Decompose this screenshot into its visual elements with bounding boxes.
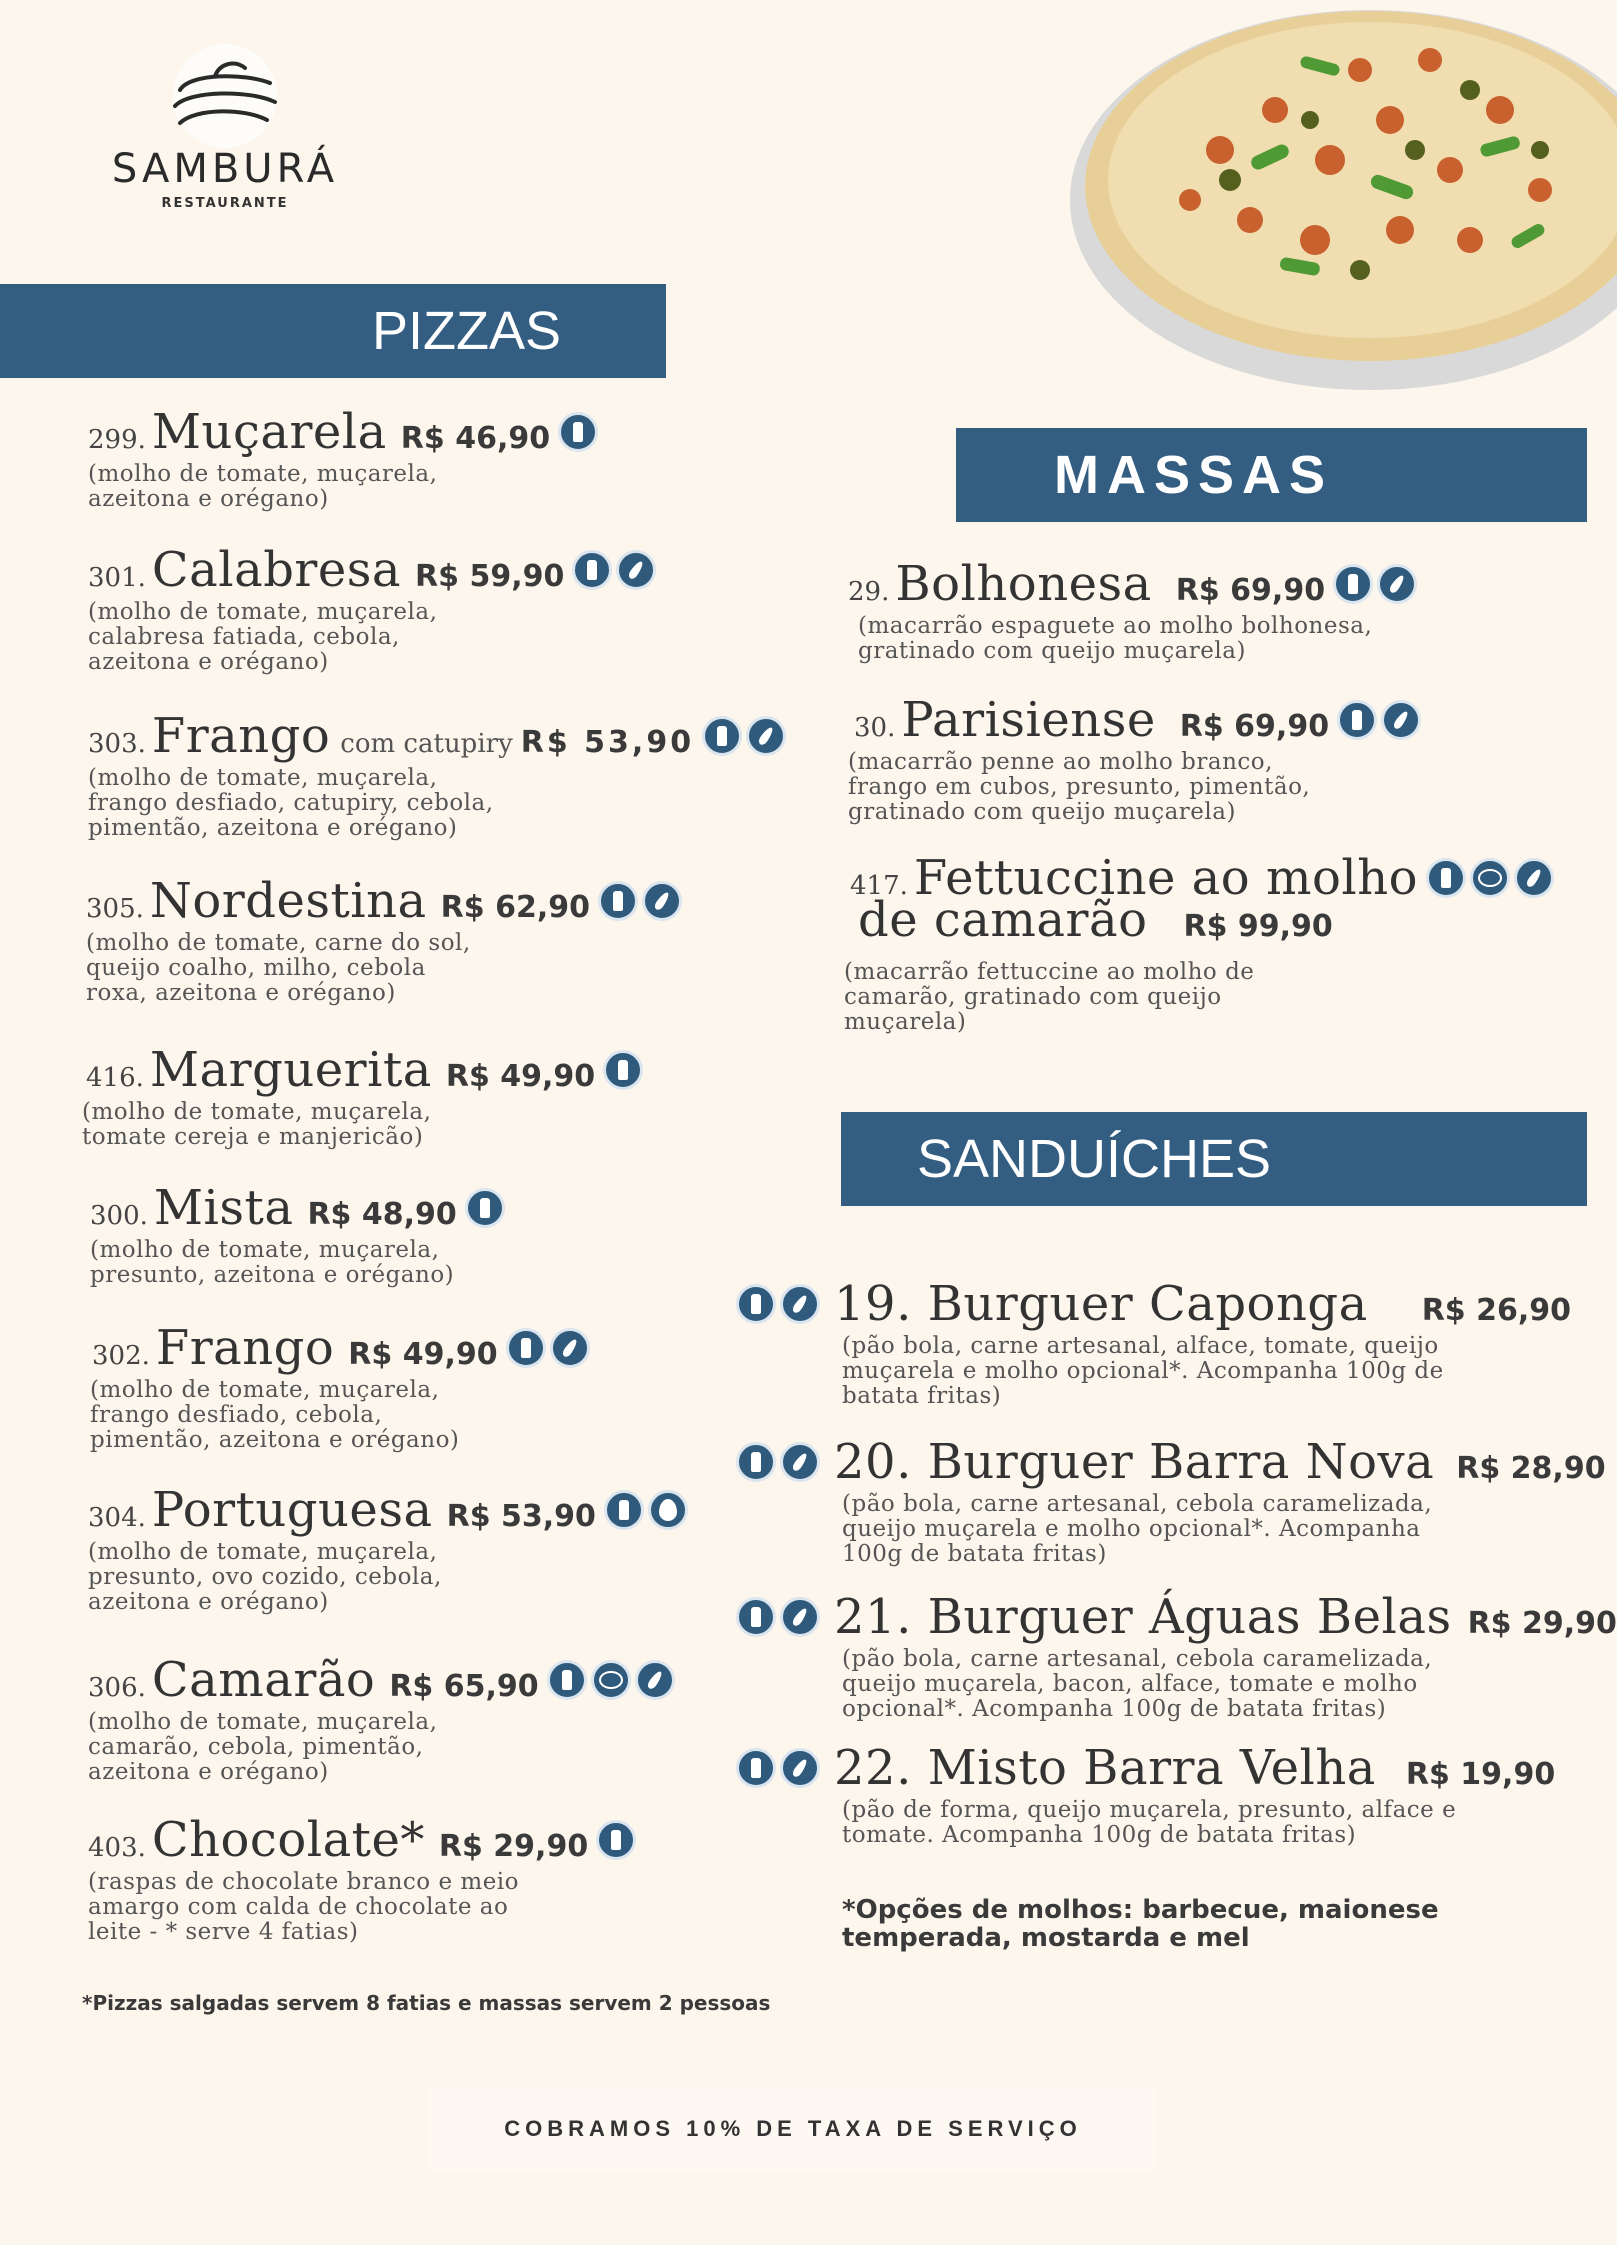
- item-number: 304.: [88, 1503, 146, 1533]
- shrimp-icon: [591, 1660, 631, 1700]
- pepper-icon: [780, 1284, 820, 1324]
- milk-icon: [604, 1490, 644, 1530]
- item-description: (molho de tomate, muçarela, azeitona e orégano): [88, 461, 438, 512]
- logo-mark-icon: [95, 28, 355, 148]
- milk-icon: [558, 412, 598, 452]
- milk-icon: [1337, 700, 1377, 740]
- milk-icon: [598, 881, 638, 921]
- item-name: Frango: [151, 708, 331, 764]
- item-description: (molho de tomate, carne do sol, queijo coalho, milho, cebola roxa, azeitona e orégano): [86, 930, 471, 1006]
- item-description: (molho de tomate, muçarela, frango desfiado, catupiry, cebola, pimentão, azeitona e orégano): [88, 765, 494, 841]
- item-price: R$ 26,90: [1421, 1293, 1572, 1328]
- item-description: (macarrão espaguete ao molho bolhonesa, gratinado com queijo muçarela): [858, 613, 1373, 664]
- egg-icon: [648, 1490, 688, 1530]
- item-description: (raspas de chocolate branco e meio amargo com calda de chocolate ao leite - * serve 4 fatias): [88, 1869, 520, 1945]
- item-description: (pão bola, carne artesanal, alface, tomate, queijo muçarela e molho opcional*. Acompanha 100g de batata fritas): [842, 1333, 1444, 1409]
- milk-icon: [572, 550, 612, 590]
- item-price: R$ 46,90: [400, 421, 551, 456]
- item-name: 21. Burguer Águas Belas: [834, 1589, 1452, 1645]
- pepper-icon: [780, 1748, 820, 1788]
- pepper-icon: [780, 1597, 820, 1637]
- massa-item: [848, 692, 1421, 825]
- item-number: 30.: [854, 713, 896, 743]
- service-fee-bar: [428, 2088, 1158, 2170]
- item-description: (molho de tomate, muçarela, calabresa fatiada, cebola, azeitona e orégano): [88, 599, 438, 675]
- milk-icon: [736, 1442, 776, 1482]
- logo-name: SAMBURÁ: [111, 146, 339, 192]
- pepper-icon: [1377, 564, 1417, 604]
- item-description: (molho de tomate, muçarela, frango desfiado, cebola, pimentão, azeitona e orégano): [90, 1377, 460, 1453]
- item-price: R$ 59,90: [415, 559, 565, 594]
- pizza-item: [88, 708, 786, 841]
- item-price: R$ 65,90: [389, 1669, 539, 1704]
- item-description: (macarrão fettuccine ao molho de camarão, gratinado com queijo muçarela): [844, 959, 1255, 1035]
- item-name: Camarão: [151, 1652, 376, 1708]
- item-price: R$ 29,90: [1467, 1606, 1617, 1641]
- pepper-icon: [550, 1328, 590, 1368]
- item-price: R$ 49,90: [348, 1337, 498, 1372]
- milk-icon: [465, 1188, 505, 1228]
- logo: [95, 28, 355, 218]
- item-price: R$ 29,90: [438, 1829, 589, 1864]
- item-name: Muçarela: [151, 404, 387, 460]
- pepper-icon: [635, 1660, 675, 1700]
- item-number: 305.: [86, 894, 144, 924]
- item-name: Nordestina: [149, 873, 427, 929]
- item-name: Calabresa: [151, 542, 402, 598]
- milk-icon: [1333, 564, 1373, 604]
- item-number: 29.: [848, 577, 890, 607]
- pizza-item: [90, 1180, 505, 1288]
- milk-icon: [603, 1050, 643, 1090]
- item-name: Mista: [153, 1180, 294, 1236]
- milk-icon: [702, 716, 742, 756]
- item-price: R$ 28,90: [1456, 1451, 1606, 1486]
- item-description: (molho de tomate, muçarela, presunto, azeitona e orégano): [90, 1237, 455, 1288]
- pizza-item: [88, 1652, 675, 1785]
- pepper-icon: [642, 881, 682, 921]
- item-description: (molho de tomate, muçarela, presunto, ovo cozido, cebola, azeitona e orégano): [88, 1539, 442, 1615]
- item-price: R$ 69,90: [1175, 573, 1326, 608]
- item-description: (macarrão penne ao molho branco, frango em cubos, presunto, pimentão, gratinado com queijo muçarela): [848, 749, 1311, 825]
- item-number: 417.: [850, 871, 908, 901]
- item-name-line2: de camarão: [858, 892, 1148, 948]
- item-price: R$ 19,90: [1405, 1757, 1556, 1792]
- item-name: 22. Misto Barra Velha: [834, 1740, 1376, 1796]
- sanduiche-item: [736, 1740, 1556, 1848]
- sanduiches-heading: SANDUÍCHES: [917, 1129, 1272, 1189]
- item-number: 299.: [88, 425, 146, 455]
- logo-subtitle: RESTAURANTE: [161, 196, 289, 211]
- pizza-item: [92, 1320, 590, 1453]
- item-number: 416.: [86, 1063, 144, 1093]
- item-description: (molho de tomate, muçarela, camarão, cebola, pimentão, azeitona e orégano): [88, 1709, 438, 1785]
- item-price: R$ 49,90: [445, 1059, 596, 1094]
- item-name: Frango: [155, 1320, 335, 1376]
- item-name: Marguerita: [149, 1042, 432, 1098]
- shrimp-icon: [1470, 858, 1510, 898]
- item-price: R$ 99,90: [1183, 909, 1333, 944]
- milk-icon: [596, 1820, 636, 1860]
- sanduiche-item: [736, 1434, 1606, 1567]
- pizza-item: [82, 1042, 643, 1150]
- pepper-icon: [746, 716, 786, 756]
- massas-heading: MASSAS: [1054, 445, 1334, 505]
- item-name: Fettuccine ao molho: [913, 850, 1419, 906]
- pizzas-footnote: *Pizzas salgadas servem 8 fatias e massas servem 2 pessoas: [82, 1991, 771, 2015]
- pizza-photo: [1070, 0, 1587, 395]
- item-number: 300.: [90, 1201, 148, 1231]
- pizza-item: [88, 542, 656, 675]
- massa-item: [848, 556, 1417, 664]
- item-name: 20. Burguer Barra Nova: [834, 1434, 1435, 1490]
- item-name: Portuguesa: [151, 1482, 433, 1538]
- milk-icon: [547, 1660, 587, 1700]
- item-name: Bolhonesa: [895, 556, 1152, 612]
- item-name: Chocolate*: [151, 1812, 425, 1868]
- sanduiches-banner: [841, 1112, 1587, 1206]
- item-name: 19. Burguer Caponga: [834, 1276, 1368, 1332]
- item-number: 303.: [88, 729, 146, 759]
- pepper-icon: [1381, 700, 1421, 740]
- item-number: 403.: [88, 1833, 146, 1863]
- sanduiches-footnote: *Opções de molhos: barbecue, maionese temperada, mostarda e mel: [842, 1895, 1439, 1953]
- item-description: (pão bola, carne artesanal, cebola caramelizada, queijo muçarela, bacon, alface, tomate e molho opcional*. Acompanha 100g de batata fritas): [842, 1646, 1433, 1722]
- service-fee-text: COBRAMOS 10% DE TAXA DE SERVIÇO: [504, 2116, 1082, 2141]
- item-price: R$ 48,90: [307, 1197, 457, 1232]
- item-description: (pão bola, carne artesanal, cebola caramelizada, queijo muçarela e molho opcional*. Acompanha 100g de batata fritas): [842, 1491, 1433, 1567]
- pepper-icon: [1514, 858, 1554, 898]
- item-subtitle: com catupiry: [340, 729, 513, 759]
- item-price: R$ 53,90: [520, 725, 695, 760]
- pepper-icon: [780, 1442, 820, 1482]
- item-number: 306.: [88, 1673, 146, 1703]
- item-description: (pão de forma, queijo muçarela, presunto, alface e tomate. Acompanha 100g de batata fritas): [842, 1797, 1457, 1848]
- sanduiche-item: [736, 1276, 1572, 1409]
- pizza-item: [88, 1482, 688, 1615]
- massas-banner: [956, 428, 1587, 522]
- pizza-item: [88, 404, 598, 512]
- pizzas-banner: [0, 284, 666, 378]
- milk-icon: [736, 1284, 776, 1324]
- milk-icon: [1426, 858, 1466, 898]
- item-number: 301.: [88, 563, 146, 593]
- item-name: Parisiense: [901, 692, 1156, 748]
- item-number: 302.: [92, 1341, 150, 1371]
- pizza-item: [86, 873, 682, 1006]
- pizza-item: [88, 1812, 636, 1945]
- pizzas-heading: PIZZAS: [372, 301, 562, 361]
- sanduiche-item: [736, 1589, 1617, 1722]
- item-price: R$ 62,90: [440, 890, 590, 925]
- milk-icon: [506, 1328, 546, 1368]
- pepper-icon: [616, 550, 656, 590]
- milk-icon: [736, 1597, 776, 1637]
- item-price: R$ 69,90: [1179, 709, 1330, 744]
- massa-item: [844, 850, 1554, 1035]
- item-price: R$ 53,90: [446, 1499, 596, 1534]
- milk-icon: [736, 1748, 776, 1788]
- item-description: (molho de tomate, muçarela, tomate cereja e manjericão): [82, 1099, 432, 1150]
